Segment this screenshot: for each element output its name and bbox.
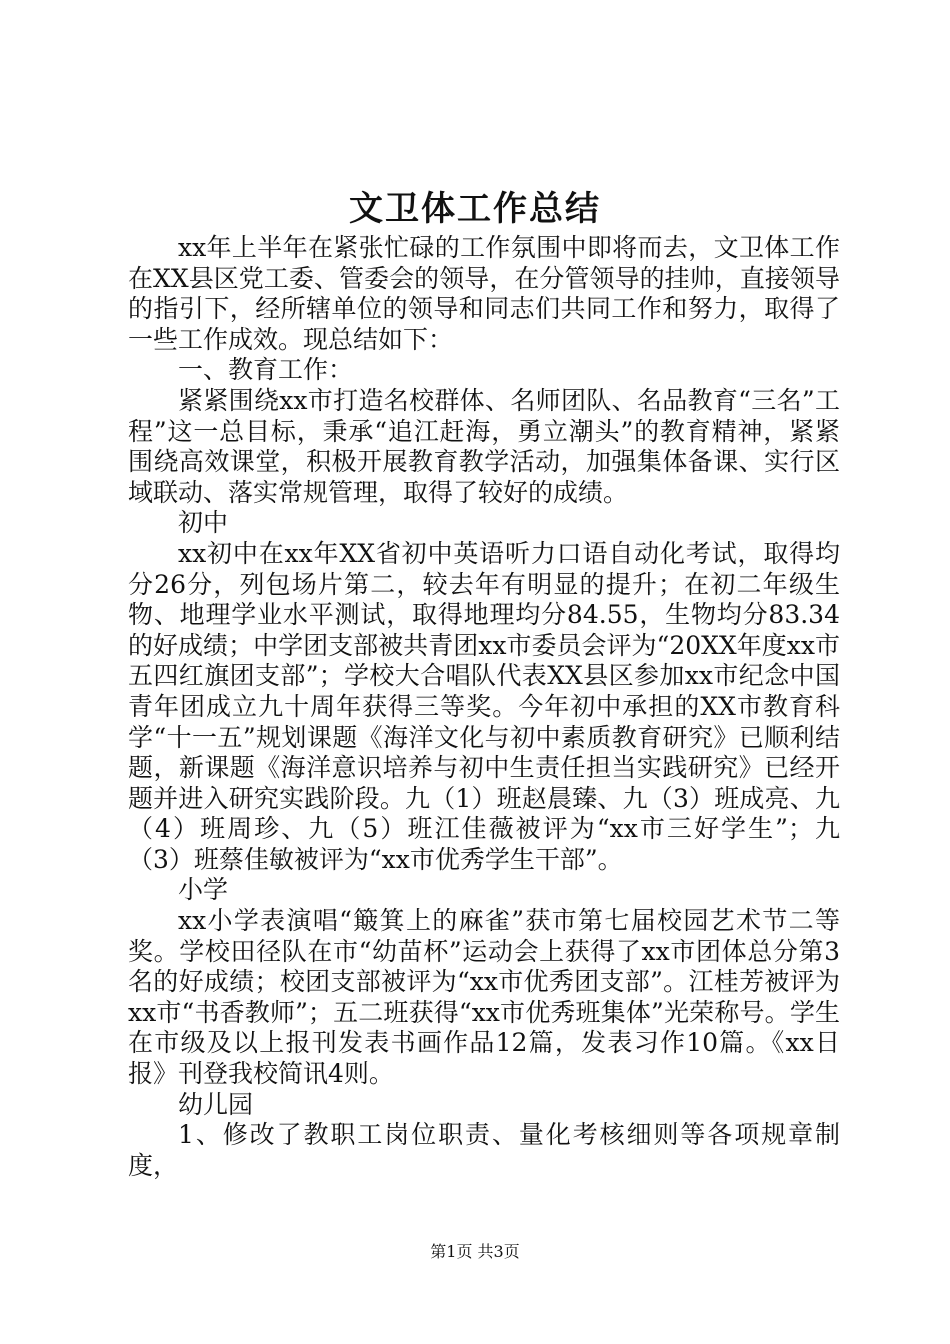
paragraph-kindergarten: 1、修改了教职工岗位职责、量化考核细则等各项规章制度， bbox=[128, 1120, 840, 1180]
section-heading-education: 一、教育工作： bbox=[178, 355, 354, 385]
document-title: 文卫体工作总结 bbox=[349, 189, 601, 229]
subheading-junior-high: 初中 bbox=[178, 508, 229, 538]
paragraph-education: 紧紧围绕xx市打造名校群体、名师团队、名品教育“三名”工程”这一总目标，秉承“追江赶海，勇立潮头”的教育精神，紧紧围绕高效课堂，积极开展教育教学活动，加强集体备课、实行区域联动、落实常规管理，取得了较好的成绩。 bbox=[128, 385, 840, 507]
document-body bbox=[128, 233, 840, 1181]
paragraph-intro: xx年上半年在紧张忙碌的工作氛围中即将而去，文卫体工作在XX县区党工委、管委会的领导，在分管领导的挂帅，直接领导的指引下，经所辖单位的领导和同志们共同工作和努力，取得了一些工作成效。现总结如下： bbox=[128, 233, 840, 354]
subheading-kindergarten: 幼儿园 bbox=[178, 1089, 254, 1119]
paragraph-junior-high: xx初中在xx年XX省初中英语听力口语自动化考试，取得均分26分，列包场片第二，较去年有明显的提升；在初二年级生物、地理学业水平测试，取得地理均分84.55，生物均分83.34的好成绩；中学团支部被共青团xx市委员会评为“20XX年度xx市五四红旗团支部”；学校大合唱队代表XX县区参加xx市纪念中国青年团成立九十周年获得三等奖。今年初中承担的XX市教育科学“十一五”规划课题《海洋文化与初中素质教育研究》已顺利结题，新课题《海洋意识培养与初中生责任担当实践研究》已经开题并进入研究实践阶段。九（1）班赵晨臻、九（3）班成亮、九（4）班周珍、九（5）班江佳薇被评为“xx市三好学生”；九（3）班蔡佳敏被评为“xx市优秀学生干部”。 bbox=[128, 538, 840, 874]
page-footer: 第1页 共3页 bbox=[430, 1242, 520, 1261]
subheading-primary: 小学 bbox=[178, 875, 229, 905]
paragraph-primary: xx小学表演唱“簸箕上的麻雀”获市第七届校园艺术节二等奖。学校田径队在市“幼苗杯”运动会上获得了xx市团体总分第3名的好成绩；校团支部被评为“xx市优秀团支部”。江桂芳被评为xx市“书香教师”；五二班获得“xx市优秀班集体”光荣称号。学生在市级及以上报刊发表书画作品12篇，发表习作10篇。《xx日报》刊登我校简讯4则。 bbox=[128, 906, 840, 1089]
